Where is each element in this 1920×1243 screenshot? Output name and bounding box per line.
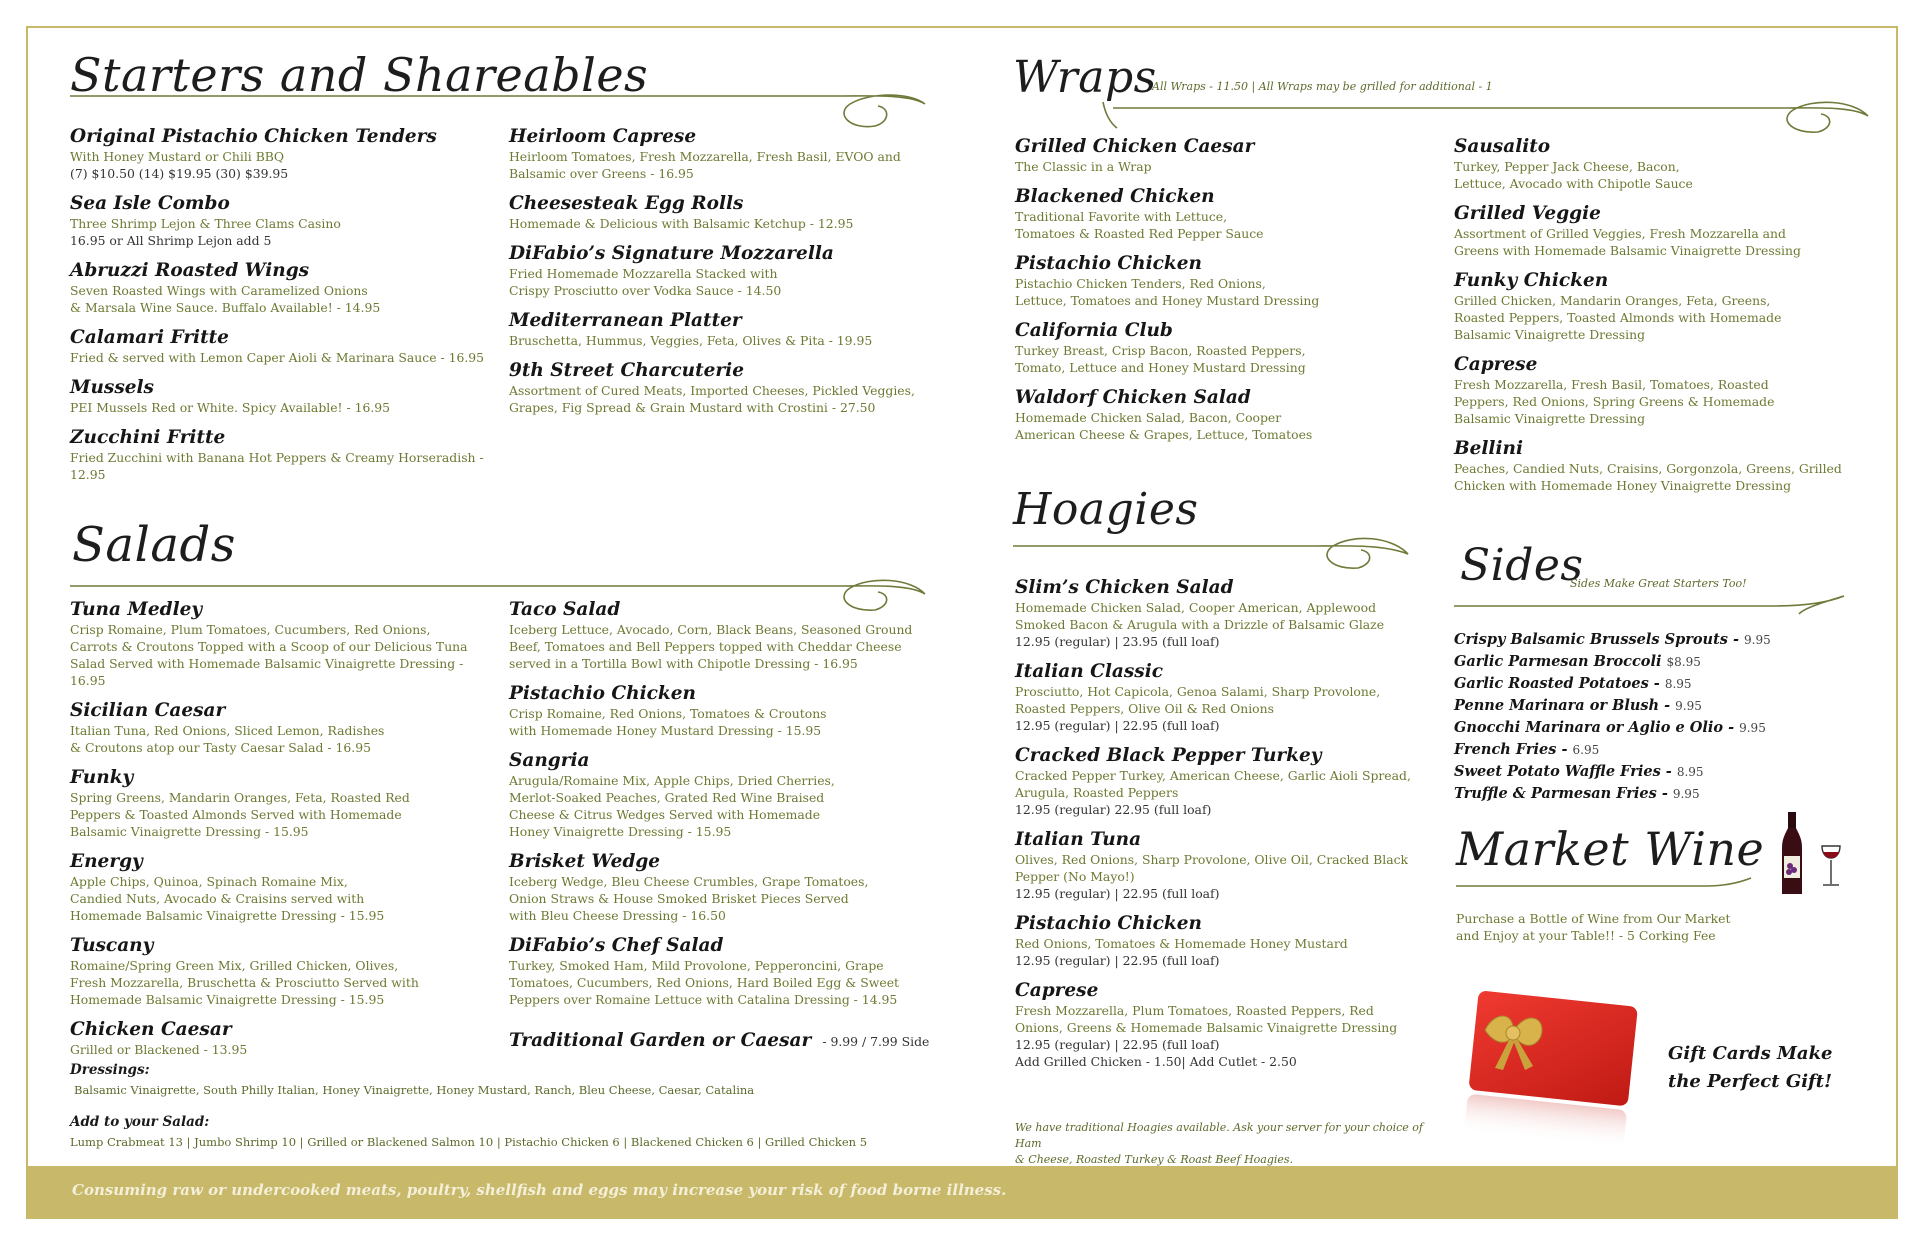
salad-item bbox=[70, 599, 500, 689]
wrap-item bbox=[1454, 354, 1874, 427]
salad-item bbox=[509, 750, 939, 840]
hoagie-item bbox=[1015, 577, 1455, 650]
footer-bar bbox=[26, 1166, 1898, 1219]
salads-left-column bbox=[70, 599, 500, 1069]
hoagie-item bbox=[1015, 913, 1455, 969]
side-item-name: French Fries - bbox=[1454, 741, 1568, 758]
hoagie-item-name: Slim’s Chicken Salad bbox=[1015, 577, 1234, 598]
starter-item-price: 16.95 or All Shrimp Lejon add 5 bbox=[70, 233, 272, 248]
starter-item-description: Fried Homemade Mozzarella Stacked with Crispy Prosciutto over Vodka Sauce - 14.50 bbox=[509, 266, 782, 298]
wrap-item-description: Homemade Chicken Salad, Bacon, Cooper American Cheese & Grapes, Lettuce, Tomatoes bbox=[1015, 410, 1313, 442]
hoagie-item-description: Olives, Red Onions, Sharp Provolone, Olive Oil, Cracked Black Pepper (No Mayo!) bbox=[1015, 852, 1409, 884]
hoagie-item-price: 12.95 (regular) | 22.95 (full loaf) Add Grilled Chicken - 1.50| Add Cutlet - 2.50 bbox=[1015, 1037, 1297, 1069]
hoagie-item-description: Red Onions, Tomatoes & Homemade Honey Mustard bbox=[1015, 936, 1348, 951]
side-item bbox=[1454, 783, 1874, 805]
salad-item-name: Sangria bbox=[509, 750, 590, 771]
garden-salad-name: Traditional Garden or Caesar bbox=[509, 1030, 812, 1051]
salad-item bbox=[70, 851, 500, 924]
starter-item-name: Calamari Fritte bbox=[70, 327, 229, 348]
gift-card-line1: Gift Cards Make bbox=[1668, 1043, 1833, 1064]
starter-item-name: Cheesesteak Egg Rolls bbox=[509, 193, 744, 214]
starter-item-name: Sea Isle Combo bbox=[70, 193, 230, 214]
wraps-title: Wraps bbox=[1013, 52, 1157, 103]
dressings-block bbox=[70, 1062, 930, 1098]
wrap-item-name: Caprese bbox=[1454, 354, 1538, 375]
salad-item bbox=[509, 683, 939, 739]
side-item-price: 9.95 bbox=[1672, 787, 1700, 801]
wine-title: Market Wine bbox=[1456, 822, 1765, 876]
hoagie-item-price: 12.95 (regular) | 23.95 (full loaf) bbox=[1015, 634, 1220, 649]
wraps-swirl-divider bbox=[1013, 88, 1873, 138]
wrap-item bbox=[1454, 438, 1874, 494]
hoagie-item-price: 12.95 (regular) | 22.95 (full loaf) bbox=[1015, 718, 1220, 733]
side-item-name: Sweet Potato Waffle Fries - bbox=[1454, 763, 1672, 780]
starter-item-description: Three Shrimp Lejon & Three Clams Casino bbox=[70, 216, 341, 231]
dressings-title: Dressings: bbox=[70, 1062, 150, 1078]
wrap-item-name: Bellini bbox=[1454, 438, 1523, 459]
starter-item bbox=[509, 360, 929, 416]
wrap-item-name: Sausalito bbox=[1454, 136, 1551, 157]
sides-swirl-divider bbox=[1454, 584, 1854, 624]
side-item bbox=[1454, 695, 1874, 717]
starters-title: Starters and Shareables bbox=[70, 48, 649, 102]
salad-item-description: Crisp Romaine, Red Onions, Tomatoes & Croutons with Homemade Honey Mustard Dressing - 15.95 bbox=[509, 706, 827, 738]
salad-item-name: Brisket Wedge bbox=[509, 851, 661, 872]
wrap-item bbox=[1015, 387, 1435, 443]
salad-item-description: Spring Greens, Mandarin Oranges, Feta, Roasted Red Peppers & Toasted Almonds Served with Homemade Balsamic Vinaigrette Dressing - 15.95 bbox=[70, 790, 410, 839]
side-item bbox=[1454, 673, 1874, 695]
salad-item-name: Tuna Medley bbox=[70, 599, 203, 620]
salad-item bbox=[509, 935, 939, 1008]
salad-item bbox=[70, 767, 500, 840]
salads-right-column bbox=[509, 599, 939, 1019]
salad-item bbox=[509, 851, 939, 924]
salad-item-description: Arugula/Romaine Mix, Apple Chips, Dried Cherries, Merlot-Soaked Peaches, Grated Red Wine Braised Cheese & Citrus Wedges Served with Homemade Honey Vinaigrette Dressing - 15.95 bbox=[509, 773, 835, 839]
starter-item bbox=[70, 377, 490, 416]
starters-left-column bbox=[70, 126, 490, 494]
side-item bbox=[1454, 717, 1874, 739]
dressings-list: Balsamic Vinaigrette, South Philly Italian, Honey Vinaigrette, Honey Mustard, Ranch, Bleu Cheese, Caesar, Catalina bbox=[74, 1083, 755, 1097]
wrap-item bbox=[1454, 270, 1874, 343]
starter-item-description: Bruschetta, Hummus, Veggies, Feta, Olives & Pita - 19.95 bbox=[509, 333, 873, 348]
starters-right-column bbox=[509, 126, 929, 427]
salad-item-name: Chicken Caesar bbox=[70, 1019, 232, 1040]
hoagie-item-description: Cracked Pepper Turkey, American Cheese, Garlic Aioli Spread, Arugula, Roasted Peppers bbox=[1015, 768, 1411, 800]
wrap-item-name: Grilled Veggie bbox=[1454, 203, 1601, 224]
side-item bbox=[1454, 651, 1874, 673]
addons-list: Lump Crabmeat 13 | Jumbo Shrimp 10 | Grilled or Blackened Salmon 10 | Pistachio Chicken 6 | Blackened Chicken 6 | Grilled Chicken 5 bbox=[70, 1135, 868, 1149]
wrap-item-name: California Club bbox=[1015, 320, 1173, 341]
salad-item-name: Tuscany bbox=[70, 935, 154, 956]
starter-item-name: Original Pistachio Chicken Tenders bbox=[70, 126, 437, 147]
starter-item-description: Assortment of Cured Meats, Imported Cheeses, Pickled Veggies, Grapes, Fig Spread & Grain Mustard with Crostini - 27.50 bbox=[509, 383, 915, 415]
wine-swirl-divider bbox=[1456, 872, 1756, 902]
starter-item-description: Seven Roasted Wings with Caramelized Onions & Marsala Wine Sauce. Buffalo Available! - 14.95 bbox=[70, 283, 381, 315]
wrap-item-description: Traditional Favorite with Lettuce, Tomatoes & Roasted Red Pepper Sauce bbox=[1015, 209, 1264, 241]
starter-item-description: Fried Zucchini with Banana Hot Peppers & Creamy Horseradish - 12.95 bbox=[70, 450, 484, 482]
gift-card-line2: the Perfect Gift! bbox=[1668, 1071, 1833, 1092]
hoagie-item-name: Italian Classic bbox=[1015, 661, 1163, 682]
gift-card-text bbox=[1668, 1040, 1833, 1096]
sides-list bbox=[1454, 629, 1874, 805]
starter-item-name: Zucchini Fritte bbox=[70, 427, 226, 448]
side-item bbox=[1454, 739, 1874, 761]
salad-item-description: Romaine/Spring Green Mix, Grilled Chicken, Olives, Fresh Mozzarella, Bruschetta & Prosciutto Served with Homemade Balsamic Vinaigrette Dressing - 15.95 bbox=[70, 958, 419, 1007]
side-item-name: Penne Marinara or Blush - bbox=[1454, 697, 1671, 714]
hoagie-item bbox=[1015, 745, 1455, 818]
addons-title: Add to your Salad: bbox=[70, 1114, 210, 1130]
hoagies-note: We have traditional Hoagies available. Ask your server for your choice of Ham & Cheese, Roasted Turkey & Roast Beef Hoagies. bbox=[1015, 1121, 1423, 1166]
wrap-item-description: Fresh Mozzarella, Fresh Basil, Tomatoes, Roasted Peppers, Red Onions, Spring Greens & Homemade Balsamic Vinaigrette Dressing bbox=[1454, 377, 1775, 426]
wrap-item-name: Pistachio Chicken bbox=[1015, 253, 1202, 274]
wrap-item bbox=[1454, 203, 1874, 259]
side-item-name: Crispy Balsamic Brussels Sprouts - bbox=[1454, 631, 1740, 648]
wrap-item-description: Peaches, Candied Nuts, Craisins, Gorgonzola, Greens, Grilled Chicken with Homemade Honey Vinaigrette Dressing bbox=[1454, 461, 1842, 493]
wine-description: Purchase a Bottle of Wine from Our Market and Enjoy at your Table!! - 5 Corking Fee bbox=[1456, 911, 1731, 943]
wrap-item bbox=[1015, 136, 1435, 175]
starter-item-description: Homemade & Delicious with Balsamic Ketchup - 12.95 bbox=[509, 216, 854, 231]
addons-block bbox=[70, 1114, 970, 1150]
side-item-price: 6.95 bbox=[1572, 743, 1600, 757]
salad-item bbox=[70, 700, 500, 756]
salad-item-description: Iceberg Lettuce, Avocado, Corn, Black Beans, Seasoned Ground Beef, Tomatoes and Bell Peppers topped with Cheddar Cheese served in a Tortilla Bowl with Chipotle Dressing - 16.95 bbox=[509, 622, 913, 671]
wrap-item bbox=[1015, 320, 1435, 376]
starter-item-name: DiFabio’s Signature Mozzarella bbox=[509, 243, 834, 264]
wrap-item bbox=[1015, 253, 1435, 309]
wrap-item-name: Grilled Chicken Caesar bbox=[1015, 136, 1255, 157]
wrap-item-description: Turkey, Pepper Jack Cheese, Bacon, Lettuce, Avocado with Chipotle Sauce bbox=[1454, 159, 1693, 191]
salads-title: Salads bbox=[72, 517, 236, 573]
hoagie-item-price: 12.95 (regular) | 22.95 (full loaf) bbox=[1015, 886, 1220, 901]
side-item-price: $8.95 bbox=[1666, 655, 1701, 669]
wrap-item-name: Waldorf Chicken Salad bbox=[1015, 387, 1251, 408]
wrap-item-name: Blackened Chicken bbox=[1015, 186, 1215, 207]
wrap-item-name: Funky Chicken bbox=[1454, 270, 1609, 291]
wrap-item-description: The Classic in a Wrap bbox=[1015, 159, 1152, 174]
side-item-price: 8.95 bbox=[1676, 765, 1704, 779]
salad-item-description: Italian Tuna, Red Onions, Sliced Lemon, Radishes & Croutons atop our Tasty Caesar Salad - 16.95 bbox=[70, 723, 385, 755]
wraps-note: All Wraps - 11.50 | All Wraps may be grilled for additional - 1 bbox=[1152, 80, 1493, 93]
garden-salad-price: - 9.99 / 7.99 Side bbox=[822, 1034, 930, 1049]
hoagies-column bbox=[1015, 577, 1455, 1081]
salad-item bbox=[70, 1019, 500, 1058]
starter-item-name: Mediterranean Platter bbox=[509, 310, 742, 331]
hoagie-item-description: Prosciutto, Hot Capicola, Genoa Salami, Sharp Provolone, Roasted Peppers, Olive Oil & Red Onions bbox=[1015, 684, 1381, 716]
starter-item-description: Fried & served with Lemon Caper Aioli & Marinara Sauce - 16.95 bbox=[70, 350, 485, 365]
salad-item-name: DiFabio’s Chef Salad bbox=[509, 935, 724, 956]
hoagies-title: Hoagies bbox=[1013, 484, 1199, 535]
salad-item-name: Energy bbox=[70, 851, 143, 872]
side-item-price: 9.95 bbox=[1744, 633, 1771, 647]
starter-item-name: Heirloom Caprese bbox=[509, 126, 697, 147]
starter-item-name: Abruzzi Roasted Wings bbox=[70, 260, 310, 281]
side-item-price: 9.95 bbox=[1675, 699, 1702, 713]
wrap-item-description: Grilled Chicken, Mandarin Oranges, Feta, Greens, Roasted Peppers, Toasted Almonds with Homemade Balsamic Vinaigrette Dressing bbox=[1454, 293, 1782, 342]
side-item-price: 8.95 bbox=[1664, 677, 1692, 691]
salad-item-description: Apple Chips, Quinoa, Spinach Romaine Mix, Candied Nuts, Avocado & Craisins served with Homemade Balsamic Vinaigrette Dressing - 15.95 bbox=[70, 874, 385, 923]
wrap-item bbox=[1015, 186, 1435, 242]
salad-item-description: Crisp Romaine, Plum Tomatoes, Cucumbers, Red Onions, Carrots & Croutons Topped with a Scoop of our Delicious Tuna Salad Served with Homemade Balsamic Vinaigrette Dressing - 16.95 bbox=[70, 622, 468, 688]
starter-item bbox=[70, 327, 490, 366]
salad-item-name: Pistachio Chicken bbox=[509, 683, 696, 704]
starter-item-description: PEI Mussels Red or White. Spicy Available! - 16.95 bbox=[70, 400, 391, 415]
salad-item bbox=[509, 599, 939, 672]
starter-item bbox=[509, 126, 929, 182]
hoagie-item-description: Homemade Chicken Salad, Cooper American, Applewood Smoked Bacon & Arugula with a Drizzle of Balsamic Glaze bbox=[1015, 600, 1385, 632]
starter-item bbox=[70, 260, 490, 316]
hoagie-item bbox=[1015, 829, 1455, 902]
side-item-name: Gnocchi Marinara or Aglio e Olio - bbox=[1454, 719, 1735, 736]
side-item-name: Garlic Parmesan Broccoli bbox=[1454, 653, 1662, 670]
wrap-item-description: Turkey Breast, Crisp Bacon, Roasted Peppers, Tomato, Lettuce and Honey Mustard Dressing bbox=[1015, 343, 1306, 375]
wraps-left-column bbox=[1015, 136, 1435, 454]
starter-item bbox=[509, 193, 929, 232]
salad-item bbox=[70, 935, 500, 1008]
side-item bbox=[1454, 761, 1874, 783]
salad-item-name: Taco Salad bbox=[509, 599, 621, 620]
starter-item-name: Mussels bbox=[70, 377, 154, 398]
side-item-price: 9.95 bbox=[1739, 721, 1766, 735]
hoagie-item-name: Italian Tuna bbox=[1015, 829, 1142, 850]
starter-item-description: With Honey Mustard or Chili BBQ bbox=[70, 149, 285, 164]
salad-item-name: Sicilian Caesar bbox=[70, 700, 226, 721]
side-item-name: Truffle & Parmesan Fries - bbox=[1454, 785, 1668, 802]
salad-item-description: Grilled or Blackened - 13.95 bbox=[70, 1042, 248, 1057]
hoagie-item bbox=[1015, 661, 1455, 734]
salad-item-description: Iceberg Wedge, Bleu Cheese Crumbles, Grape Tomatoes, Onion Straws & House Smoked Brisket Pieces Served with Bleu Cheese Dressing - 16.50 bbox=[509, 874, 869, 923]
starter-item-name: 9th Street Charcuterie bbox=[509, 360, 744, 381]
hoagie-item bbox=[1015, 980, 1455, 1070]
wraps-right-column bbox=[1454, 136, 1874, 505]
side-item-name: Garlic Roasted Potatoes - bbox=[1454, 675, 1660, 692]
starter-item bbox=[70, 126, 490, 182]
salad-item-name: Funky bbox=[70, 767, 134, 788]
starter-item bbox=[70, 427, 490, 483]
sides-title: Sides bbox=[1460, 540, 1584, 591]
hoagies-swirl-divider bbox=[1013, 524, 1413, 574]
sides-note: Sides Make Great Starters Too! bbox=[1570, 577, 1747, 590]
starter-item bbox=[509, 243, 929, 299]
hoagie-item-name: Pistachio Chicken bbox=[1015, 913, 1202, 934]
starter-item-description: Heirloom Tomatoes, Fresh Mozzarella, Fresh Basil, EVOO and Balsamic over Greens - 16.95 bbox=[509, 149, 901, 181]
hoagie-item-price: 12.95 (regular) 22.95 (full loaf) bbox=[1015, 802, 1212, 817]
hoagie-item-description: Fresh Mozzarella, Plum Tomatoes, Roasted Peppers, Red Onions, Greens & Homemade Balsamic Vinaigrette Dressing bbox=[1015, 1003, 1398, 1035]
starter-item bbox=[70, 193, 490, 249]
gift-card-image bbox=[1455, 990, 1645, 1150]
hoagie-item-name: Caprese bbox=[1015, 980, 1099, 1001]
hoagie-item-name: Cracked Black Pepper Turkey bbox=[1015, 745, 1322, 766]
wrap-item-description: Pistachio Chicken Tenders, Red Onions, Lettuce, Tomatoes and Honey Mustard Dressing bbox=[1015, 276, 1320, 308]
salad-item-description: Turkey, Smoked Ham, Mild Provolone, Pepperoncini, Grape Tomatoes, Cucumbers, Red Onions, Hard Boiled Egg & Sweet Peppers over Romaine Lettuce with Catalina Dressing - 14.95 bbox=[509, 958, 900, 1007]
wrap-item bbox=[1454, 136, 1874, 192]
starter-item-price: (7) $10.50 (14) $19.95 (30) $39.95 bbox=[70, 166, 289, 181]
hoagie-item-price: 12.95 (regular) | 22.95 (full loaf) bbox=[1015, 953, 1220, 968]
garden-salad-item bbox=[509, 1030, 929, 1052]
wrap-item-description: Assortment of Grilled Veggies, Fresh Mozzarella and Greens with Homemade Balsamic Vinaigrette Dressing bbox=[1454, 226, 1801, 258]
wine-bottle-glass-icon bbox=[1778, 810, 1858, 896]
starter-item bbox=[509, 310, 929, 349]
food-safety-notice: Consuming raw or undercooked meats, poultry, shellfish and eggs may increase your risk of food borne illness. bbox=[72, 1181, 1007, 1199]
side-item bbox=[1454, 629, 1874, 651]
